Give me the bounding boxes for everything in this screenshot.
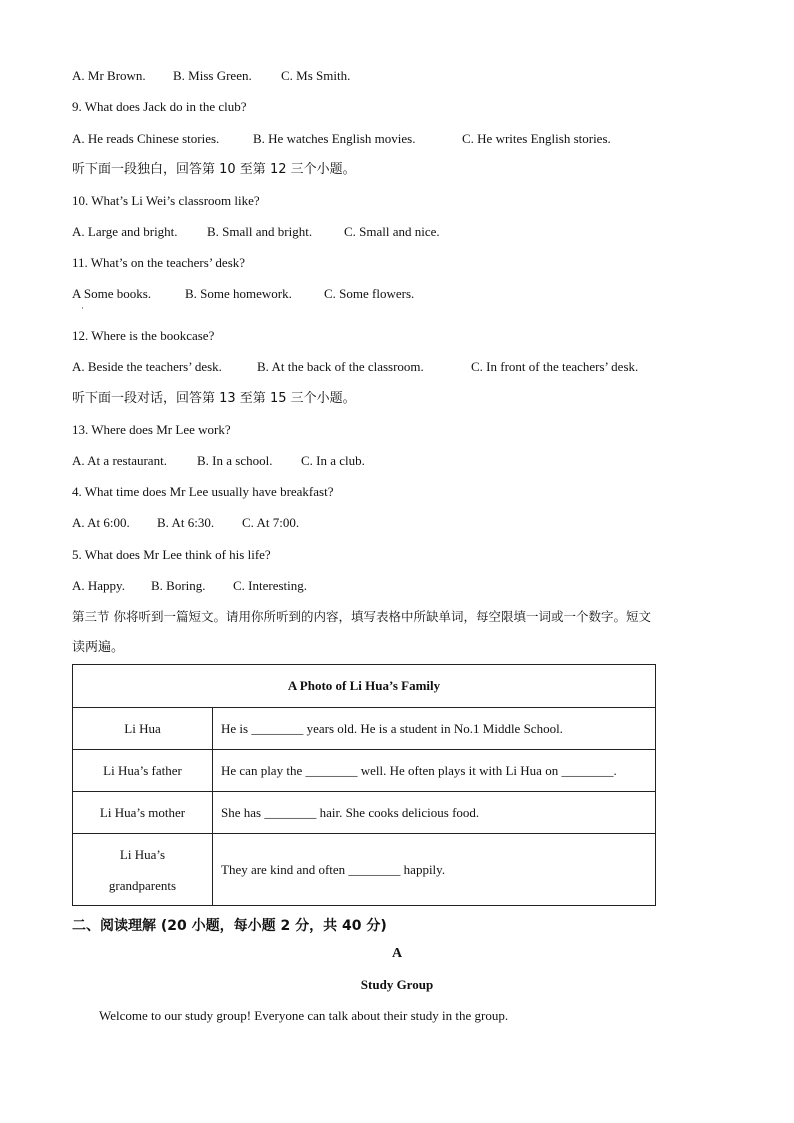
passage-text: Welcome to our study group! Everyone can talk about their study in the group. [99, 1008, 509, 1023]
q8-option-a: A. Mr Brown. [72, 68, 146, 83]
passage-title: Study Group [360, 977, 434, 992]
q11-options [72, 286, 772, 302]
q11-option-a: A Some books. [72, 286, 152, 301]
q14-option-c: C. At 7:00. [242, 515, 300, 530]
table-row [73, 750, 656, 792]
q13-options [72, 453, 772, 469]
q10-option-a: A. Large and bright. [72, 224, 178, 239]
table-text-cell: She has ________ hair. She cooks delicious food. [213, 792, 656, 834]
q14-option-b: B. At 6:30. [157, 515, 215, 530]
q14-option-a: A. At 6:00. [72, 515, 130, 530]
q8-option-b: B. Miss Green. [173, 68, 252, 83]
table-role-cell: Li Hua’s mother [73, 792, 213, 834]
q13-option-a: A. At a restaurant. [72, 453, 167, 468]
q14-options [72, 515, 772, 531]
q13-option-b: B. In a school. [197, 453, 273, 468]
q9-question: 9. What does Jack do in the club? [72, 99, 247, 114]
family-table [72, 664, 656, 906]
table-role-cell: Li Hua’s father [73, 750, 213, 792]
q14-question: 4. What time does Mr Lee usually have breakfast? [72, 484, 334, 499]
table-title: A Photo of Li Hua’s Family [73, 665, 656, 708]
q9-option-c: C. He writes English stories. [462, 131, 611, 146]
q10-option-b: B. Small and bright. [207, 224, 313, 239]
q12-option-b: B. At the back of the classroom. [257, 359, 424, 374]
table-row [73, 792, 656, 834]
q12-options [72, 359, 772, 375]
table-text-cell: They are kind and often ________ happily. [213, 834, 656, 906]
q10-options [72, 224, 772, 240]
table-text-cell: He can play the ________ well. He often plays it with Li Hua on ________. [213, 750, 656, 792]
table-role-line: Li Hua’s [119, 846, 166, 862]
q12-option-c: C. In front of the teachers’ desk. [471, 359, 639, 374]
q13-option-c: C. In a club. [301, 453, 365, 468]
q9-options [72, 131, 772, 147]
q15-question: 5. What does Mr Lee think of his life? [72, 547, 271, 562]
q10-option-c: C. Small and nice. [344, 224, 440, 239]
q12-option-a: A. Beside the teachers’ desk. [72, 359, 222, 374]
q11-option-b: B. Some homework. [185, 286, 292, 301]
table-role-line: grandparents [108, 877, 177, 893]
table-text-cell: He is ________ years old. He is a student in No.1 Middle School. [213, 708, 656, 750]
table-row [73, 708, 656, 750]
q15-options [72, 578, 772, 594]
section3-instruction-line1: 第三节 你将听到一篇短文。请用你所听到的内容，填写表格中所缺单词，每空限填一词或一个数字。短文 [72, 609, 651, 624]
instruction-13-15: 听下面一段对话，回答第 13 至第 15 三个小题。 [72, 391, 356, 406]
part2-heading: 二、阅读理解 (20 小题，每小题 2 分，共 40 分) [72, 918, 387, 934]
q9-option-b: B. He watches English movies. [253, 131, 416, 146]
q13-question: 13. Where does Mr Lee work? [72, 422, 231, 437]
table-header-row [73, 665, 656, 708]
passage-letter: A [391, 946, 403, 961]
table-row [73, 834, 656, 906]
table-role-cell [73, 834, 213, 906]
q15-option-c: C. Interesting. [233, 578, 308, 593]
q9-option-a: A. He reads Chinese stories. [72, 131, 220, 146]
q8-options [72, 68, 772, 84]
stray-dot-mark: · [81, 303, 84, 313]
q15-option-a: A. Happy. [72, 578, 125, 593]
q15-option-b: B. Boring. [151, 578, 206, 593]
instruction-10-12: 听下面一段独白，回答第 10 至第 12 三个小题。 [72, 162, 356, 177]
table-role-cell: Li Hua [73, 708, 213, 750]
q11-option-c: C. Some flowers. [324, 286, 415, 301]
q10-question: 10. What’s Li Wei’s classroom like? [72, 193, 260, 208]
q8-option-c: C. Ms Smith. [281, 68, 351, 83]
q12-question: 12. Where is the bookcase? [72, 328, 215, 343]
q11-question: 11. What’s on the teachers’ desk? [72, 255, 246, 270]
section3-instruction-line2: 读两遍。 [72, 640, 125, 655]
